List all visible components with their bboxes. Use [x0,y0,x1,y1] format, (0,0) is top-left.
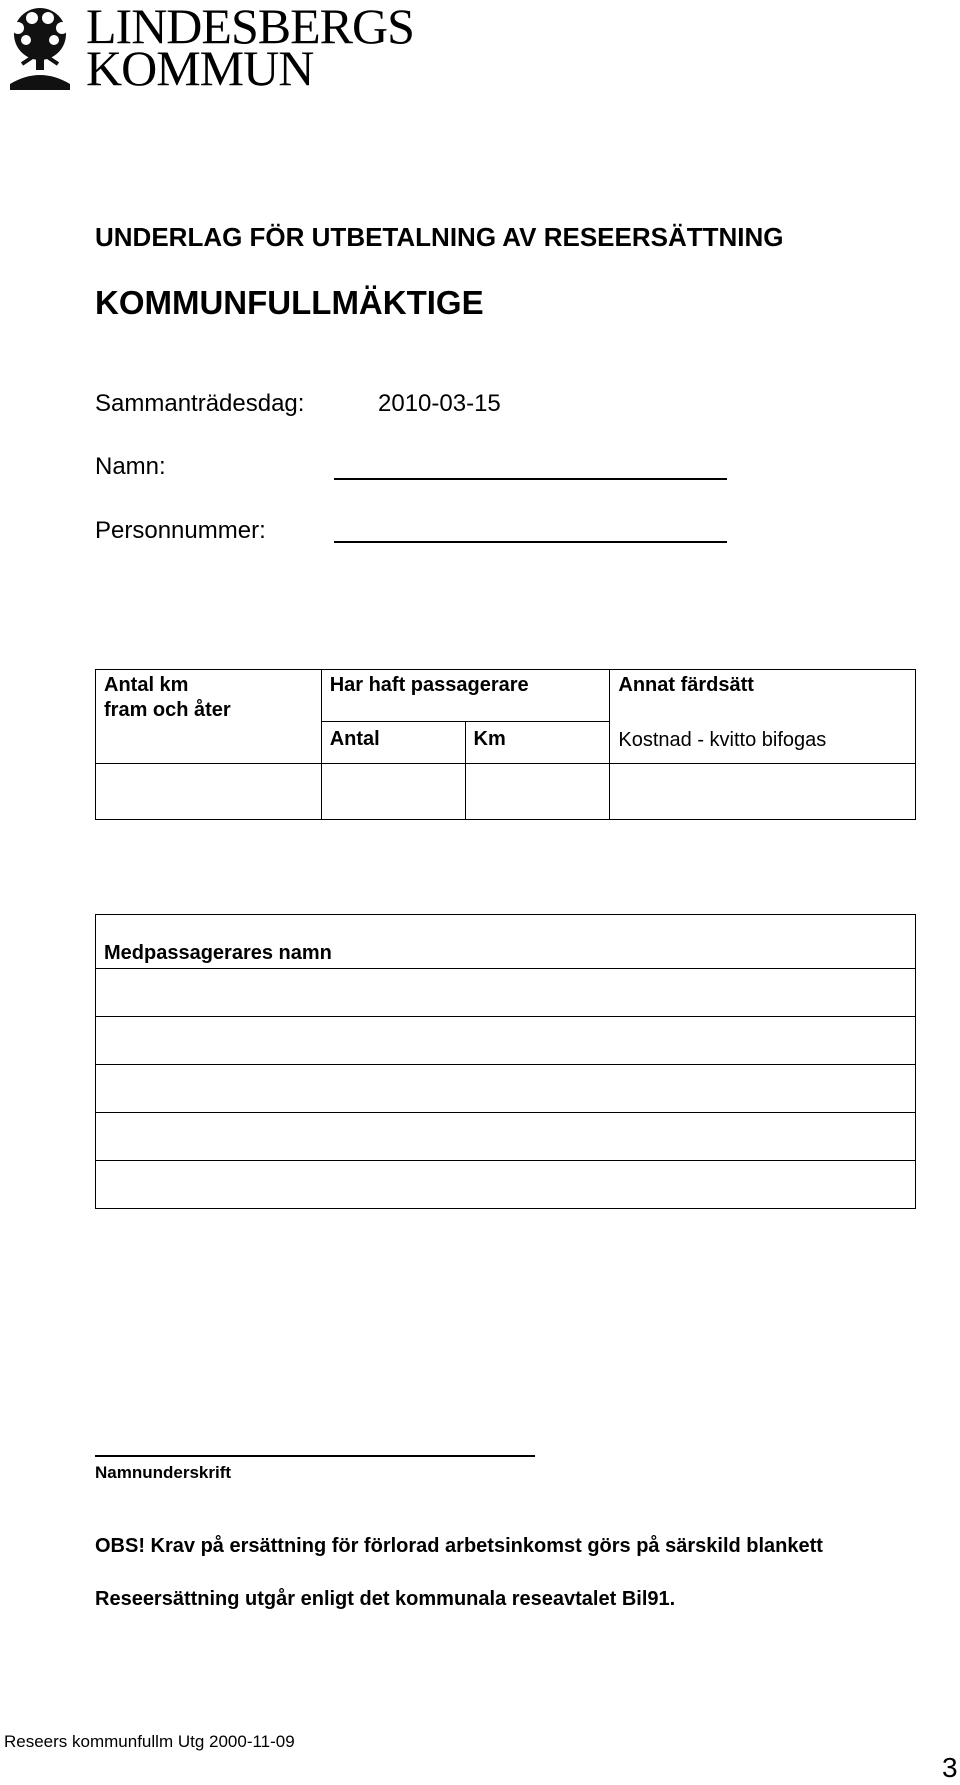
meeting-date-label: Sammanträdesdag: [95,390,305,417]
logo-text-line1: LINDESBERGS [86,0,414,54]
passengers-header: Har haft passagerare [329,674,529,696]
co-passengers-table [95,914,916,1209]
co-passenger-row[interactable] [96,1017,916,1065]
signature-line[interactable] [95,1455,535,1457]
km-header: Antal km fram och åter [104,674,231,721]
passengers-km-header: Km [473,728,506,751]
passengers-km-header-cell [465,722,610,763]
trip-table [95,669,916,820]
footer-text: Reseers kommunfullm Utg 2000-11-09 [4,1732,295,1751]
other-transport-note: Kostnad - kvitto bifogas [618,729,827,751]
logo-text-line2: KOMMUN [86,40,314,96]
co-passengers-header: Medpassagerares namn [104,942,332,964]
name-label: Namn: [95,453,166,480]
km-input-cell[interactable] [96,763,322,819]
passengers-header-cell [321,670,610,722]
signature-label: Namnunderskrift [95,1463,232,1482]
travel-agreement-text: Reseersättning utgår enligt det kommunala reseavtalet Bil91. [95,1588,676,1610]
passengers-count-header: Antal [329,728,380,751]
personal-number-label: Personnummer: [95,517,266,544]
municipality-logo-icon [4,6,76,92]
other-transport-cost-input-cell[interactable] [610,763,916,819]
other-transport-header: Annat färdsätt [618,674,754,696]
co-passenger-row[interactable] [96,1113,916,1161]
page-number: 3 [942,1752,958,1783]
passengers-count-header-cell [321,722,465,763]
meeting-date-value: 2010-03-15 [378,390,501,417]
personal-number-field[interactable] [334,541,727,543]
km-header-cell [96,670,322,764]
passengers-count-input-cell[interactable] [321,763,465,819]
co-passenger-row[interactable] [96,1065,916,1113]
notice-text: OBS! Krav på ersättning för förlorad arbetsinkomst görs på särskild blankett [95,1535,823,1557]
form-subtitle: KOMMUNFULLMÄKTIGE [95,284,484,321]
form-title: UNDERLAG FÖR UTBETALNING AV RESEERSÄTTNING [95,222,784,252]
passengers-km-input-cell[interactable] [465,763,610,819]
name-field[interactable] [334,478,727,480]
co-passenger-row[interactable] [96,1161,916,1209]
co-passenger-row[interactable] [96,969,916,1017]
other-transport-header-cell [610,670,916,764]
co-passengers-header-cell [96,915,916,969]
